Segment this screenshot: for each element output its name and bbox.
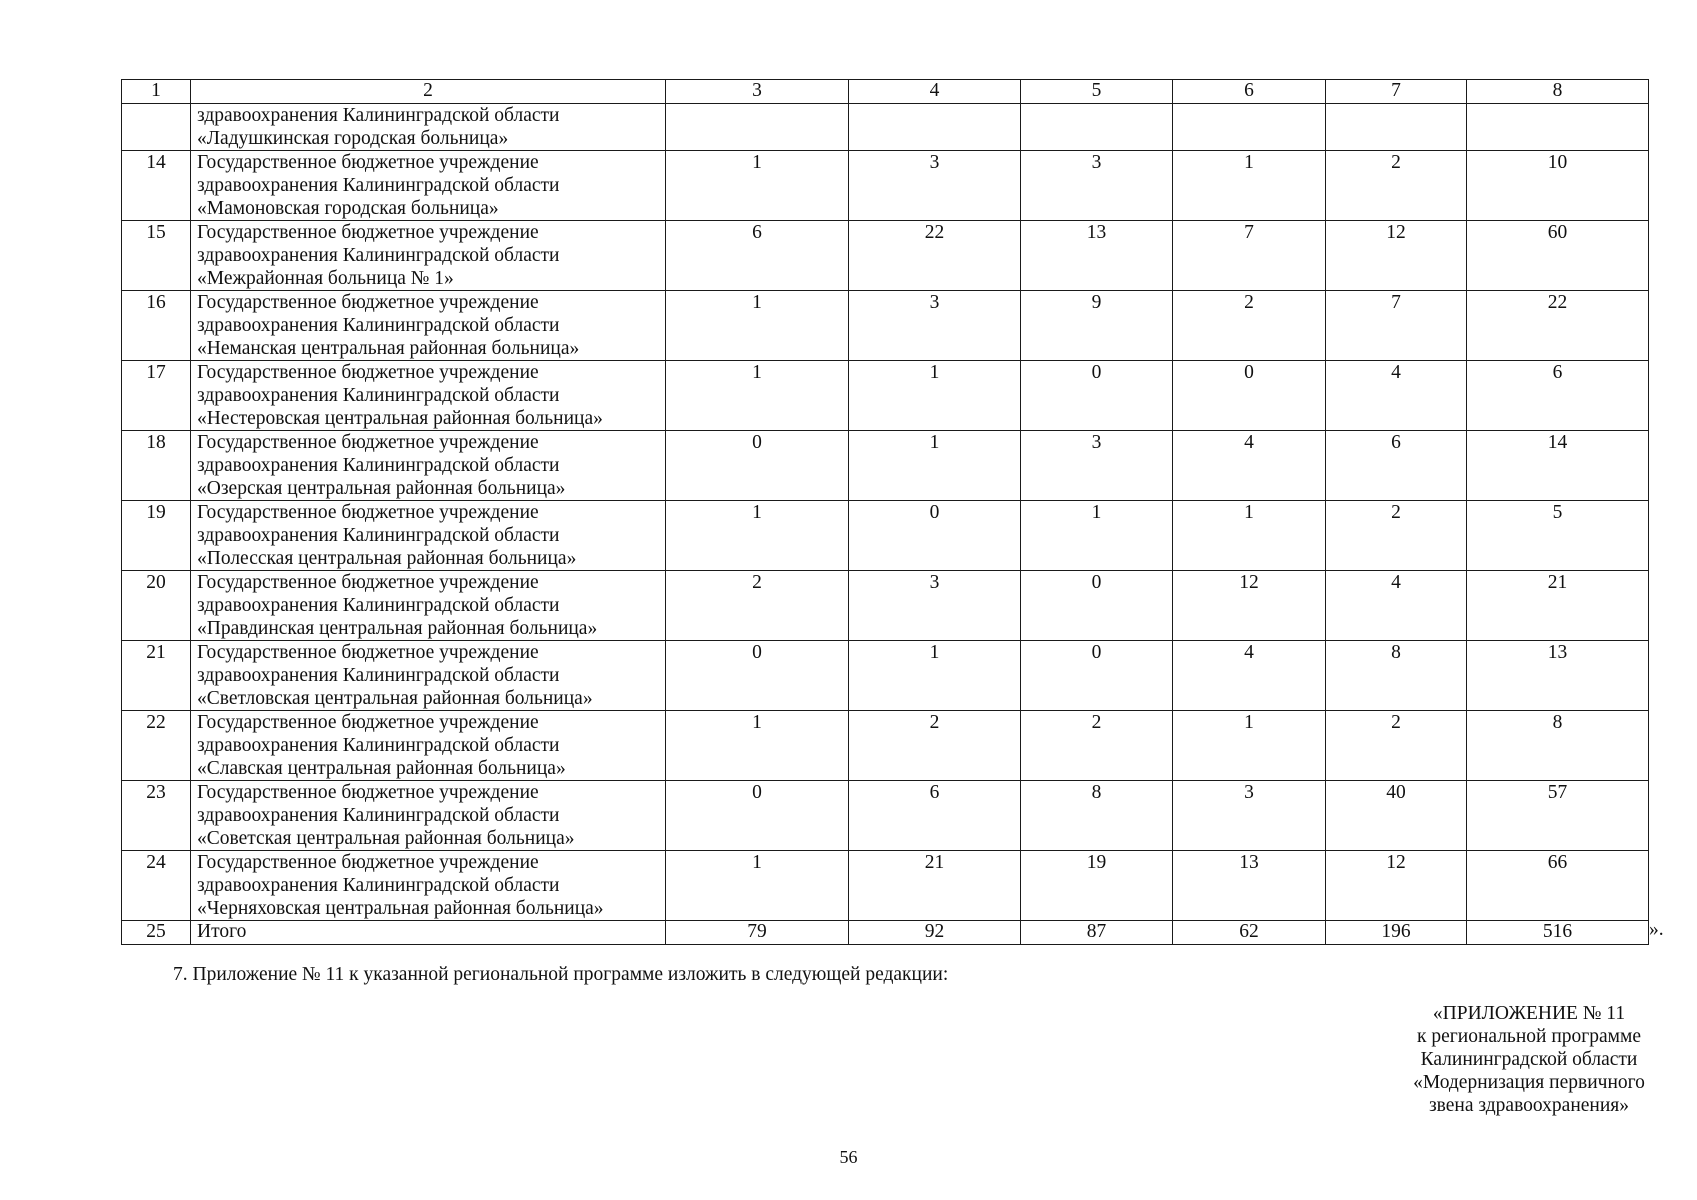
institution-name-cell [191,151,666,221]
institution-name-cell [191,571,666,641]
value-cell: 2 [666,571,849,641]
value-cell: 12 [1326,221,1467,291]
value-cell [1173,104,1326,151]
table-total-row [122,921,1649,945]
institution-name-line: здравоохранения Калининградской области [197,875,560,896]
value-cell: 1 [1173,711,1326,781]
value-cell: 6 [1326,431,1467,501]
value-cell: 7 [1173,221,1326,291]
header-cell: 2 [191,80,666,104]
institution-name-line: «Черняховская центральная районная больница» [197,898,604,919]
value-cell: 6 [1467,361,1649,431]
appendix-heading [1259,1002,1659,1117]
institution-name-line: «Нестеровская центральная районная больница» [197,408,603,429]
value-cell: 19 [1021,851,1173,921]
value-cell: 1 [666,151,849,221]
total-value-cell: 62 [1173,921,1326,945]
value-cell: 2 [1021,711,1173,781]
institution-name-line: здравоохранения Калининградской области [197,665,560,686]
value-cell: 4 [1326,361,1467,431]
header-cell: 5 [1021,80,1173,104]
row-number-cell: 24 [122,851,191,921]
institution-name-cell [191,781,666,851]
value-cell: 8 [1467,711,1649,781]
value-cell [849,104,1021,151]
value-cell [666,104,849,151]
value-cell: 1 [849,641,1021,711]
institution-name-cell [191,501,666,571]
value-cell: 4 [1173,431,1326,501]
value-cell: 3 [1021,431,1173,501]
institution-name-line: здравоохранения Калининградской области [197,525,560,546]
value-cell: 0 [849,501,1021,571]
appendix-line: Калининградской области [1420,1049,1638,1070]
value-cell: 21 [1467,571,1649,641]
header-cell: 4 [849,80,1021,104]
institution-name-line: «Славская центральная районная больница» [197,758,566,779]
appendix-line: к региональной программе [1417,1026,1641,1047]
value-cell: 3 [1173,781,1326,851]
total-value-cell: 87 [1021,921,1173,945]
value-cell: 3 [1021,151,1173,221]
value-cell: 22 [849,221,1021,291]
value-cell: 2 [1326,151,1467,221]
institution-name-line: здравоохранения Калининградской области [197,595,560,616]
header-cell: 8 [1467,80,1649,104]
value-cell [1021,104,1173,151]
total-value-cell: 196 [1326,921,1467,945]
institution-name-line: Государственное бюджетное учреждение [197,712,539,733]
value-cell: 1 [849,361,1021,431]
row-number-cell: 16 [122,291,191,361]
institution-name-line: здравоохранения Калининградской области [197,455,560,476]
institution-name-cell [191,711,666,781]
institution-name-line: «Правдинская центральная районная больница» [197,618,598,639]
row-number-cell: 17 [122,361,191,431]
value-cell: 13 [1467,641,1649,711]
appendix-line: звена здравоохранения» [1428,1095,1630,1116]
row-number-cell: 18 [122,431,191,501]
table-row [122,641,1649,711]
institution-name-line: Государственное бюджетное учреждение [197,432,539,453]
value-cell: 6 [666,221,849,291]
value-cell: 2 [849,711,1021,781]
value-cell: 2 [1173,291,1326,361]
value-cell: 0 [1173,361,1326,431]
value-cell: 2 [1326,501,1467,571]
institution-name-cell [191,104,666,151]
header-cell: 1 [122,80,191,104]
value-cell: 13 [1021,221,1173,291]
table-body [122,80,1649,945]
value-cell: 10 [1467,151,1649,221]
value-cell: 12 [1173,571,1326,641]
row-number-cell: 22 [122,711,191,781]
value-cell: 3 [849,571,1021,641]
institution-name-line: Государственное бюджетное учреждение [197,152,539,173]
institution-name-cell [191,361,666,431]
value-cell: 0 [666,781,849,851]
institution-name-line: «Светловская центральная районная больница» [197,688,593,709]
value-cell: 4 [1173,641,1326,711]
value-cell: 1 [666,711,849,781]
row-number-cell: 20 [122,571,191,641]
instruction-paragraph: 7. Приложение № 11 к указанной региональной программе изложить в следующей редакции: [173,964,949,985]
value-cell: 57 [1467,781,1649,851]
total-value-cell: 79 [666,921,849,945]
institution-name-line: «Неманская центральная районная больница» [197,338,580,359]
value-cell: 9 [1021,291,1173,361]
value-cell: 1 [1173,501,1326,571]
value-cell: 13 [1173,851,1326,921]
institution-name-line: «Озерская центральная районная больница» [197,478,566,499]
row-number-cell: 15 [122,221,191,291]
value-cell: 12 [1326,851,1467,921]
institution-name-line: здравоохранения Калининградской области [197,735,560,756]
table-row [122,781,1649,851]
institution-name-line: «Мамоновская городская больница» [197,198,499,219]
value-cell: 1 [1173,151,1326,221]
value-cell: 1 [666,851,849,921]
table-row [122,431,1649,501]
institution-name-line: «Советская центральная районная больница» [197,828,575,849]
institution-name-cell [191,641,666,711]
value-cell: 0 [1021,571,1173,641]
institution-name-line: Государственное бюджетное учреждение [197,572,539,593]
value-cell: 21 [849,851,1021,921]
header-cell: 6 [1173,80,1326,104]
table-row [122,221,1649,291]
institution-name-line: «Полесская центральная районная больница» [197,548,577,569]
institution-name-line: Государственное бюджетное учреждение [197,642,539,663]
institution-name-line: здравоохранения Калининградской области [197,105,560,126]
value-cell: 3 [849,291,1021,361]
institution-name-cell [191,431,666,501]
table-row [122,151,1649,221]
institution-name-cell [191,291,666,361]
value-cell: 2 [1326,711,1467,781]
value-cell: 66 [1467,851,1649,921]
value-cell: 1 [849,431,1021,501]
header-cell: 7 [1326,80,1467,104]
table-row [122,851,1649,921]
header-cell: 3 [666,80,849,104]
table-row-continuation [122,104,1649,151]
institution-name-cell [191,221,666,291]
institution-name-line: здравоохранения Калининградской области [197,245,560,266]
institution-name-line: Государственное бюджетное учреждение [197,782,539,803]
value-cell: 8 [1326,641,1467,711]
value-cell: 14 [1467,431,1649,501]
institution-name-line: здравоохранения Калининградской области [197,175,560,196]
value-cell: 0 [1021,361,1173,431]
institution-name-line: Государственное бюджетное учреждение [197,502,539,523]
table-row [122,711,1649,781]
institution-name-line: Государственное бюджетное учреждение [197,852,539,873]
value-cell: 8 [1021,781,1173,851]
row-number-cell: 23 [122,781,191,851]
institution-name-line: здравоохранения Калининградской области [197,315,560,336]
value-cell: 7 [1326,291,1467,361]
table-row [122,291,1649,361]
total-value-cell: 92 [849,921,1021,945]
closing-quote: ». [1649,919,1664,940]
row-number-cell: 21 [122,641,191,711]
value-cell: 1 [666,291,849,361]
value-cell: 1 [666,501,849,571]
row-number-cell: 19 [122,501,191,571]
value-cell: 0 [666,431,849,501]
value-cell: 1 [1021,501,1173,571]
value-cell: 0 [1021,641,1173,711]
institution-name-line: Государственное бюджетное учреждение [197,222,539,243]
value-cell [1467,104,1649,151]
institution-name-line: Государственное бюджетное учреждение [197,362,539,383]
institution-name-cell [191,851,666,921]
value-cell: 40 [1326,781,1467,851]
total-value-cell: 516 [1467,921,1649,945]
institution-name-line: здравоохранения Калининградской области [197,805,560,826]
total-label-cell: Итого [191,921,666,945]
row-number-cell: 14 [122,151,191,221]
value-cell: 5 [1467,501,1649,571]
institution-name-line: Государственное бюджетное учреждение [197,292,539,313]
appendix-line: «Модернизация первичного [1413,1072,1645,1093]
value-cell: 0 [666,641,849,711]
table-header-row [122,80,1649,104]
value-cell [1326,104,1467,151]
value-cell: 60 [1467,221,1649,291]
appendix-line: «ПРИЛОЖЕНИЕ № 11 [1432,1003,1626,1024]
institution-name-line: здравоохранения Калининградской области [197,385,560,406]
value-cell: 6 [849,781,1021,851]
data-table [121,79,1649,945]
value-cell: 1 [666,361,849,431]
institution-name-line: «Межрайонная больница № 1» [197,268,454,289]
table-row [122,361,1649,431]
value-cell: 3 [849,151,1021,221]
table-row [122,501,1649,571]
row-number-cell: 25 [122,921,191,945]
table-row [122,571,1649,641]
row-number-cell [122,104,191,151]
value-cell: 22 [1467,291,1649,361]
value-cell: 4 [1326,571,1467,641]
page-number: 56 [839,1147,858,1167]
institution-name-line: «Ладушкинская городская больница» [197,128,509,149]
